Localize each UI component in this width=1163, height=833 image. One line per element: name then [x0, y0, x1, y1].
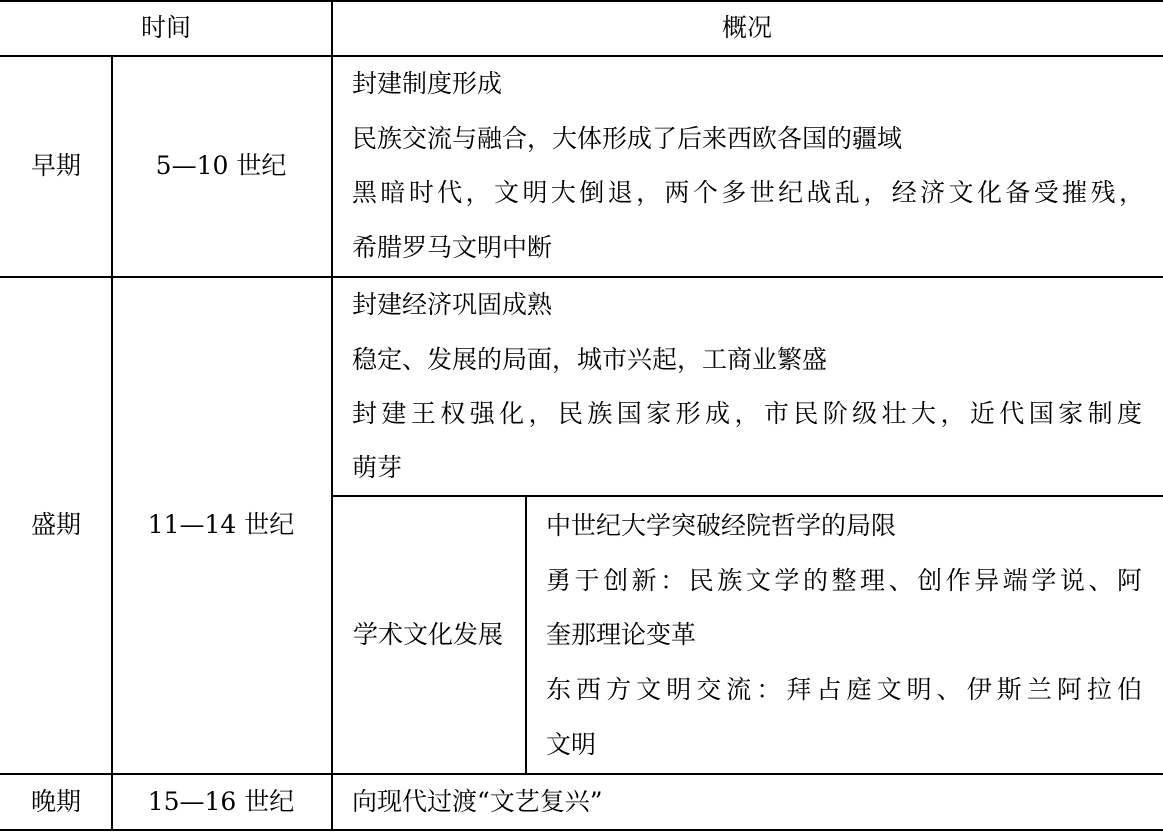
col-divider-period — [111, 55, 113, 831]
sub-line-5: 文明 — [546, 730, 597, 759]
header-overview: 概况 — [721, 13, 773, 42]
header-divider — [0, 55, 1163, 57]
table-border-top — [0, 0, 1163, 2]
late-line-1: 向现代过渡“文艺复兴” — [352, 787, 603, 816]
table-border-bottom — [0, 829, 1163, 831]
header-time: 时间 — [140, 13, 192, 42]
early-line-3: 黑暗时代，文明大倒退，两个多世纪战乱，经济文化备受摧残， — [352, 178, 1144, 207]
years-peak: 11—14 世纪 — [147, 510, 295, 539]
peak-line-3: 封建王权强化，民族国家形成，市民阶级壮大，近代国家制度 — [352, 399, 1142, 428]
row-divider-sub — [332, 495, 1163, 497]
sub-line-3: 奎那理论变革 — [546, 620, 697, 649]
sub-line-4: 东西方文明交流：拜占庭文明、伊斯兰阿拉伯 — [546, 675, 1142, 704]
sub-line-2: 勇于创新：民族文学的整理、创作异端学说、阿 — [546, 566, 1142, 595]
period-late: 晚期 — [30, 787, 82, 816]
peak-line-4: 萌芽 — [352, 453, 403, 482]
sub-line-1: 中世纪大学突破经院哲学的局限 — [546, 511, 897, 540]
early-line-1: 封建制度形成 — [352, 69, 503, 98]
years-early: 5—10 世纪 — [155, 151, 287, 180]
peak-line-1: 封建经济巩固成熟 — [352, 290, 553, 319]
col-divider-sub — [525, 495, 527, 774]
early-line-4: 希腊罗马文明中断 — [352, 233, 553, 262]
peak-line-2: 稳定、发展的局面，城市兴起，工商业繁盛 — [352, 345, 828, 374]
period-peak: 盛期 — [30, 510, 82, 539]
sub-label-academic: 学术文化发展 — [352, 620, 504, 649]
period-early: 早期 — [30, 151, 82, 180]
row-divider-late — [0, 773, 1163, 775]
row-divider-early — [0, 276, 1163, 278]
years-late: 15—16 世纪 — [147, 787, 295, 816]
early-line-2: 民族交流与融合，大体形成了后来西欧各国的疆域 — [352, 124, 903, 153]
col-divider-main — [331, 0, 333, 831]
